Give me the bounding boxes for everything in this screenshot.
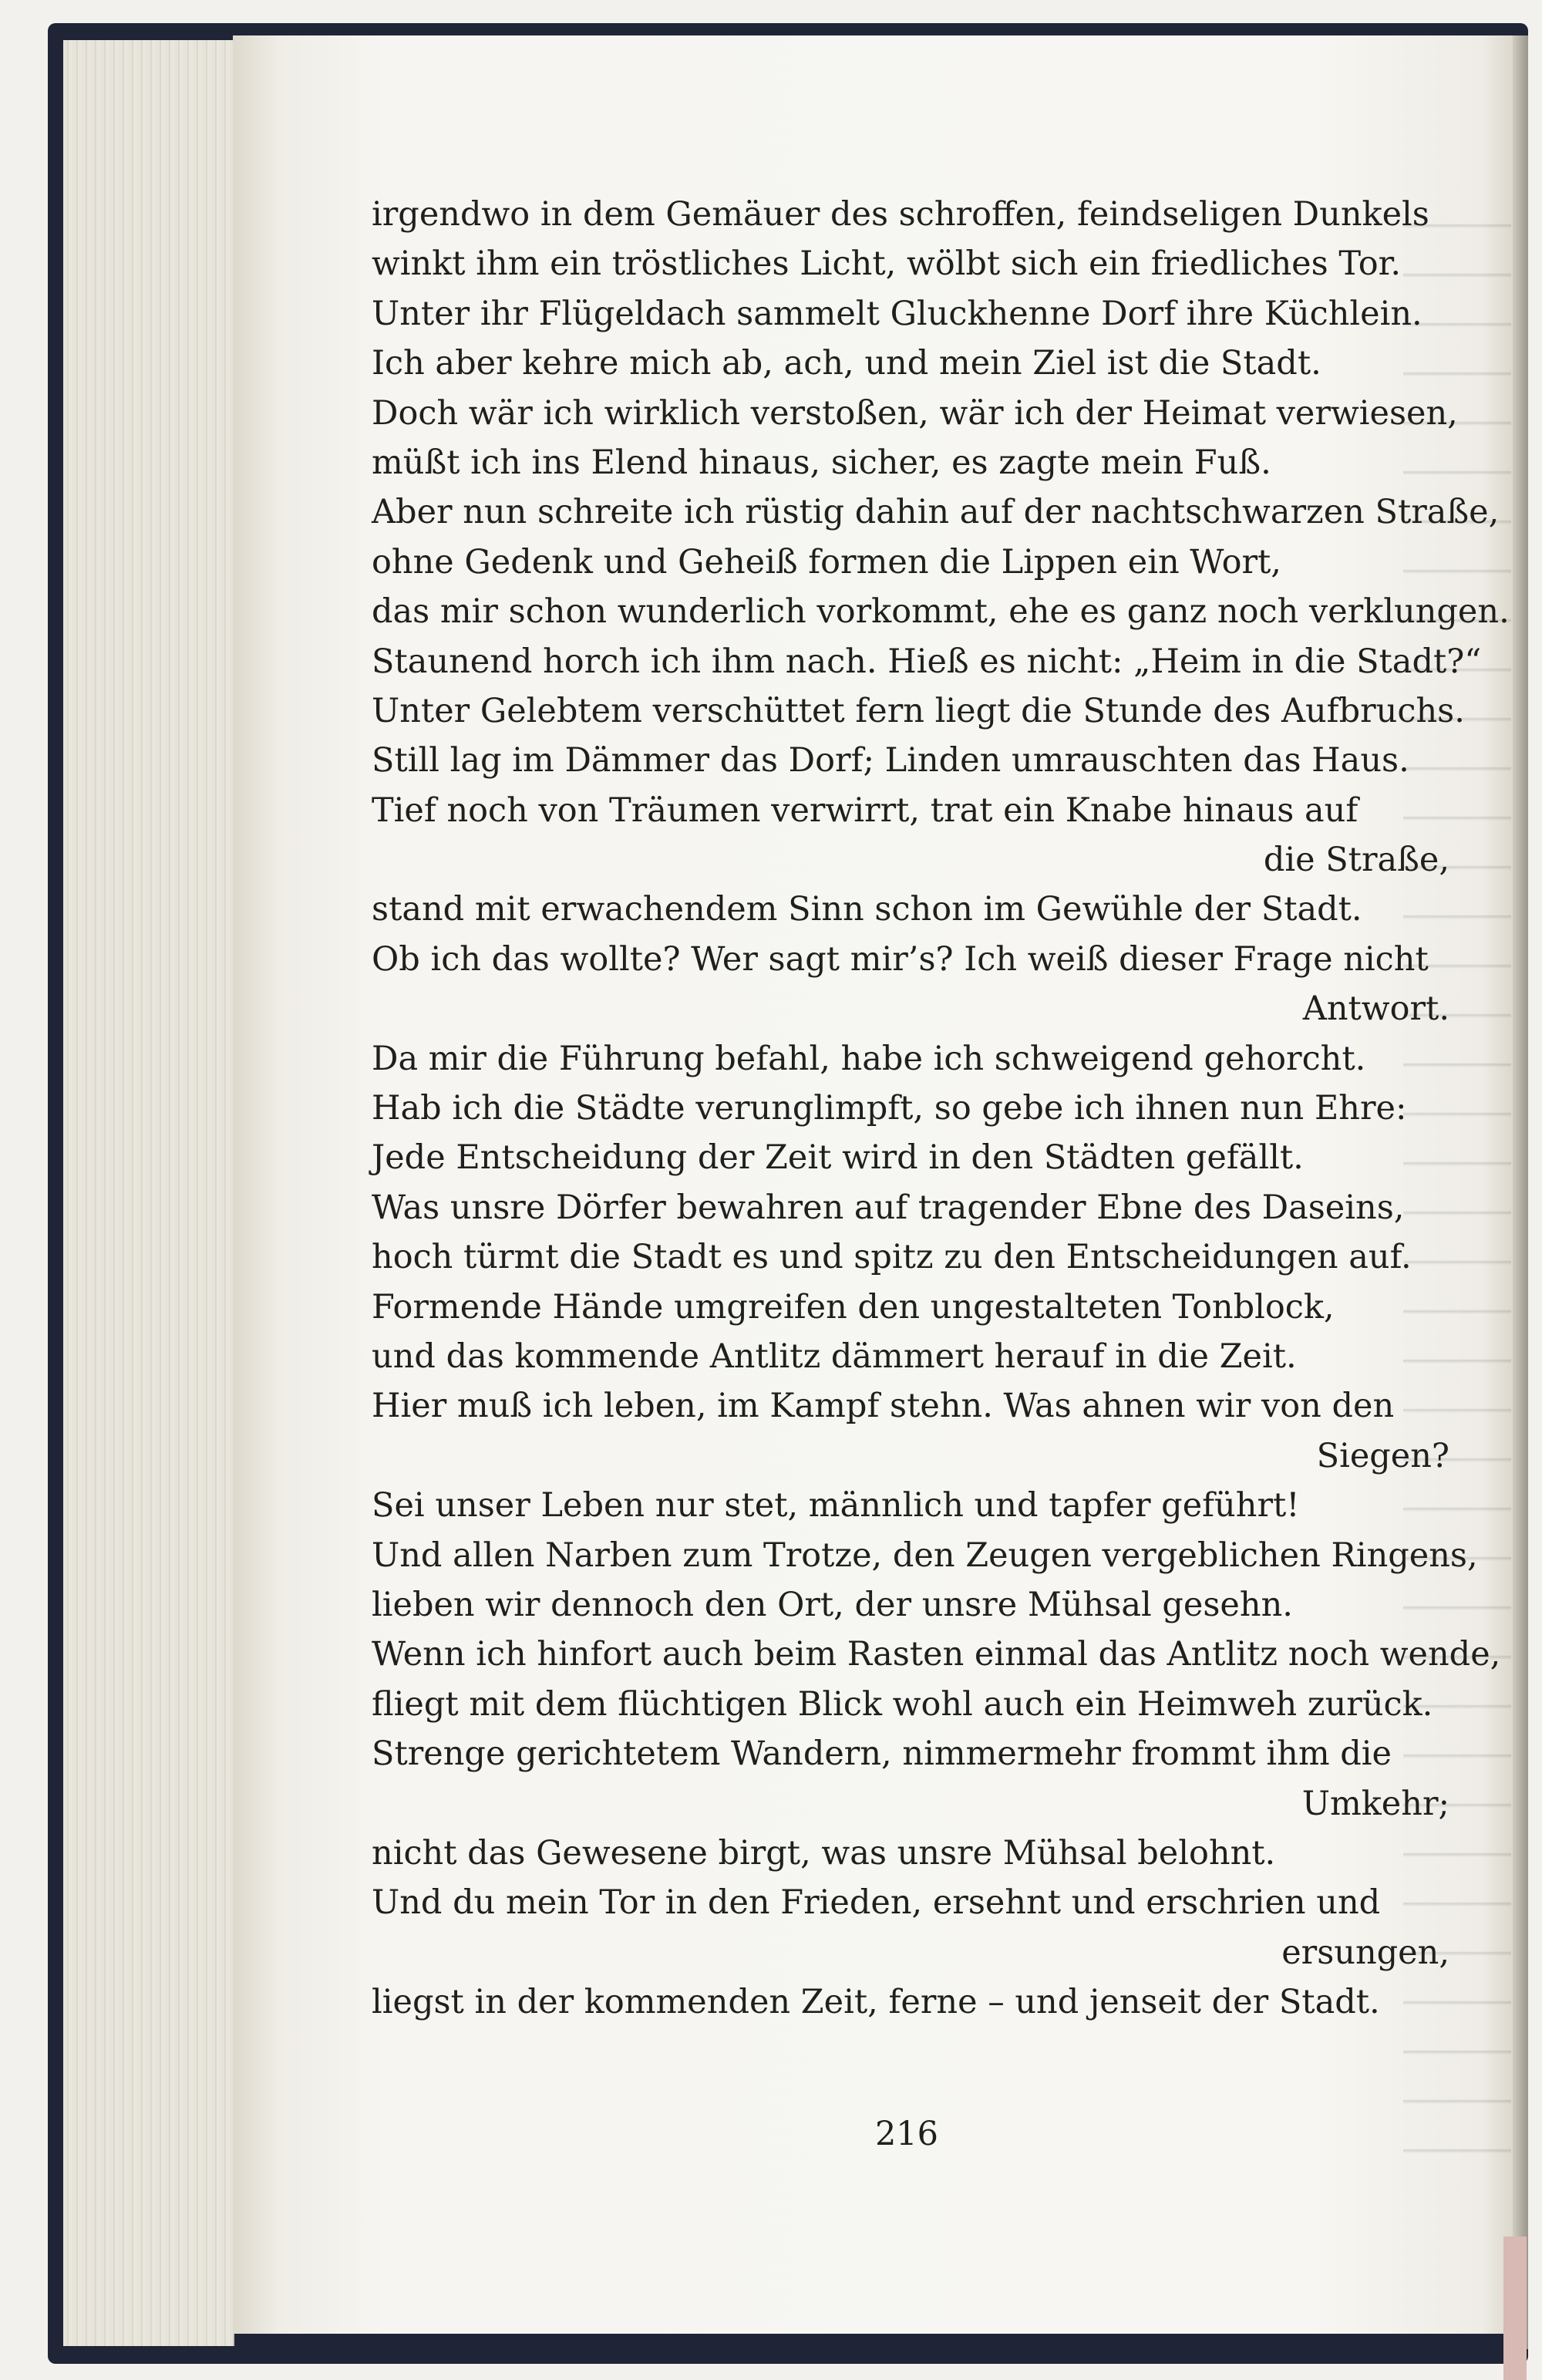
bookmark-ribbon (1503, 2237, 1527, 2380)
poem-line: hoch türmt die Stadt es und spitz zu den Entscheidungen auf. (372, 1238, 1412, 1277)
poem-line: nicht das Gewesene birgt, was unsre Mühsal belohnt. (372, 1833, 1276, 1873)
poem-line: Jede Entscheidung der Zeit wird in den Städten gefällt. (372, 1138, 1304, 1178)
poem-line: Hier muß ich leben, im Kampf stehn. Was ahnen wir von den (372, 1387, 1395, 1426)
page-edges-right (1513, 35, 1528, 2349)
poem-line: Doch wär ich wirklich verstoßen, wär ich der Heimat verwiesen, (372, 393, 1458, 433)
poem-line: Sei unser Leben nur stet, männlich und tapfer geführt! (372, 1486, 1300, 1525)
poem-line: Siegen? (1316, 1436, 1449, 1475)
poem-line: liegst in der kommenden Zeit, ferne – und jenseit der Stadt. (372, 1983, 1380, 2022)
poem-line: stand mit erwachendem Sinn schon im Gewühle der Stadt. (372, 890, 1362, 929)
poem-line: Hab ich die Städte verunglimpft, so gebe ich ihnen nun Ehre: (372, 1089, 1407, 1128)
poem-line: irgendwo in dem Gemäuer des schroffen, feindseligen Dunkels (372, 195, 1429, 234)
poem-line: Ich aber kehre mich ab, ach, und mein Ziel ist die Stadt. (372, 344, 1321, 383)
poem-line: Strenge gerichtetem Wandern, nimmermehr frommt ihm die (372, 1734, 1392, 1774)
poem-line: Formende Hände umgreifen den ungestalteten Tonblock, (372, 1287, 1335, 1327)
poem-line: ohne Gedenk und Geheiß formen die Lippen ein Wort, (372, 542, 1281, 582)
poem-line: Staunend horch ich ihm nach. Hieß es nicht: „Heim in die Stadt?“ (372, 642, 1482, 681)
poem-line: Umkehr; (1301, 1784, 1449, 1823)
poem-line: Aber nun schreite ich rüstig dahin auf der nachtschwarzen Straße, (372, 493, 1500, 532)
poem-line: Was unsre Dörfer bewahren auf tragender Ebne des Daseins, (372, 1188, 1405, 1227)
poem-line: Unter ihr Flügeldach sammelt Gluckhenne Dorf ihre Küchlein. (372, 294, 1422, 333)
poem-line: Und allen Narben zum Trotze, den Zeugen vergeblichen Ringens, (372, 1536, 1478, 1575)
page-edges-left (63, 40, 234, 2346)
poem-line: lieben wir dennoch den Ort, der unsre Mühsal gesehn. (372, 1585, 1293, 1624)
poem-line: Ob ich das wollte? Wer sagt mir’s? Ich weiß dieser Frage nicht (372, 939, 1429, 979)
poem-line: das mir schon wunderlich vorkommt, ehe es ganz noch verklungen. (372, 592, 1510, 632)
poem-line: und das kommende Antlitz dämmert herauf in die Zeit. (372, 1337, 1297, 1376)
poem-line: müßt ich ins Elend hinaus, sicher, es zagte mein Fuß. (372, 443, 1271, 482)
poem-line: Wenn ich hinfort auch beim Rasten einmal das Antlitz noch wende, (372, 1635, 1501, 1674)
poem-line: ersungen, (1281, 1933, 1449, 1972)
poem-line: Da mir die Führung befahl, habe ich schweigend gehorcht. (372, 1039, 1366, 1078)
poem-line: Still lag im Dämmer das Dorf; Linden umrauschten das Haus. (372, 741, 1409, 780)
poem-line: Und du mein Tor in den Frieden, ersehnt und erschrien und (372, 1883, 1381, 1923)
poem-text (372, 190, 1510, 2027)
poem-line: Antwort. (1302, 989, 1449, 1029)
poem-line: Unter Gelebtem verschüttet fern liegt die Stunde des Aufbruchs. (372, 691, 1465, 730)
poem-line: fliegt mit dem flüchtigen Blick wohl auch ein Heimweh zurück. (372, 1684, 1433, 1724)
poem-line: winkt ihm ein tröstliches Licht, wölbt sich ein friedliches Tor. (372, 244, 1402, 284)
poem-line: die Straße, (1263, 841, 1449, 880)
poem-line: Tief noch von Träumen verwirrt, trat ein Knabe hinaus auf (372, 791, 1359, 830)
page-number: 216 (874, 2115, 939, 2153)
